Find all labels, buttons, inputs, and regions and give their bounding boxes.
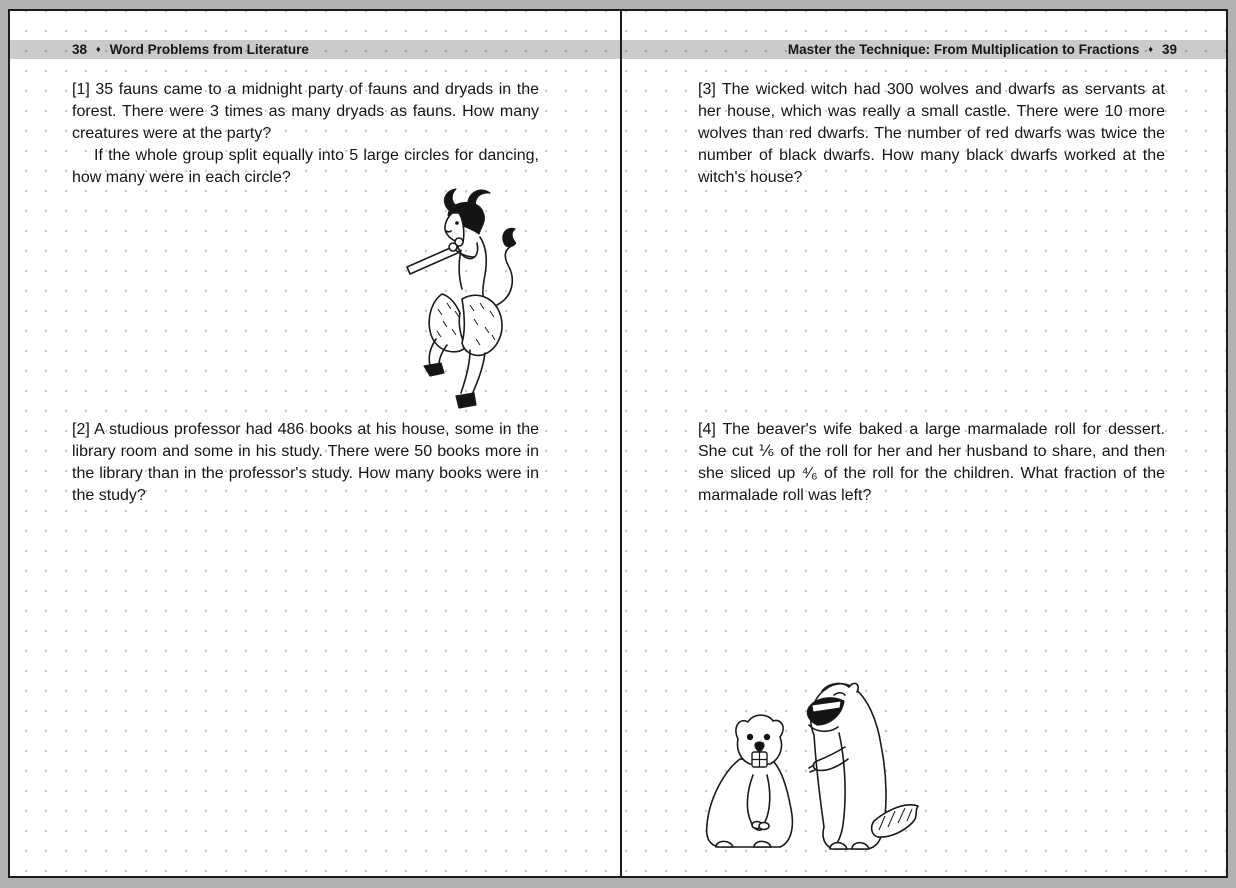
word-problem-2 bbox=[72, 419, 539, 507]
running-header-bar bbox=[10, 40, 1226, 59]
right-chapter-title: Master the Technique: From Multiplication to Fractions bbox=[787, 42, 1140, 57]
left-page-number: 38 bbox=[72, 42, 88, 57]
word-problem-1 bbox=[72, 79, 539, 189]
right-page-number: 39 bbox=[1161, 42, 1177, 57]
problem-3-paragraph-1: [3] The wicked witch had 300 wolves and dwarfs as servants at her house, which was really a small castle. There were 10 more wolves than red dwarfs. The number of red dwarfs was twice the number of black dwarfs. How many black dwarfs worked at the witch's house? bbox=[698, 81, 1165, 186]
left-chapter-title: Word Problems from Literature bbox=[109, 42, 309, 57]
page-gutter-divider bbox=[620, 11, 622, 876]
problem-4-paragraph-1: [4] The beaver's wife baked a large marmalade roll for dessert. She cut ⅙ of the roll for her and her husband to share, and then she sliced up ⁴⁄₆ of the roll for the children. What fraction of the marmalade roll was left? bbox=[698, 421, 1165, 504]
book-spread bbox=[8, 9, 1228, 878]
beavers-illustration bbox=[696, 675, 922, 855]
diamond-separator-icon: ♦ bbox=[96, 44, 101, 54]
word-problem-3 bbox=[698, 79, 1165, 189]
left-page-header bbox=[10, 40, 622, 59]
faun-flute-illustration bbox=[400, 187, 516, 417]
word-problem-4 bbox=[698, 419, 1165, 507]
right-page-header bbox=[622, 40, 1226, 59]
problem-2-paragraph-1: [2] A studious professor had 486 books at his house, some in the library room and some in his study. There were 50 books more in the library than in the professor's study. How many books were in the study? bbox=[72, 421, 539, 504]
diamond-separator-icon: ♦ bbox=[1148, 44, 1153, 54]
problem-1-paragraph-2: If the whole group split equally into 5 large circles for dancing, how many were in each circle? bbox=[72, 147, 539, 186]
problem-1-paragraph-1: [1] 35 fauns came to a midnight party of fauns and dryads in the forest. There were 3 times as many dryads as fauns. How many creatures were at the party? bbox=[72, 81, 539, 142]
